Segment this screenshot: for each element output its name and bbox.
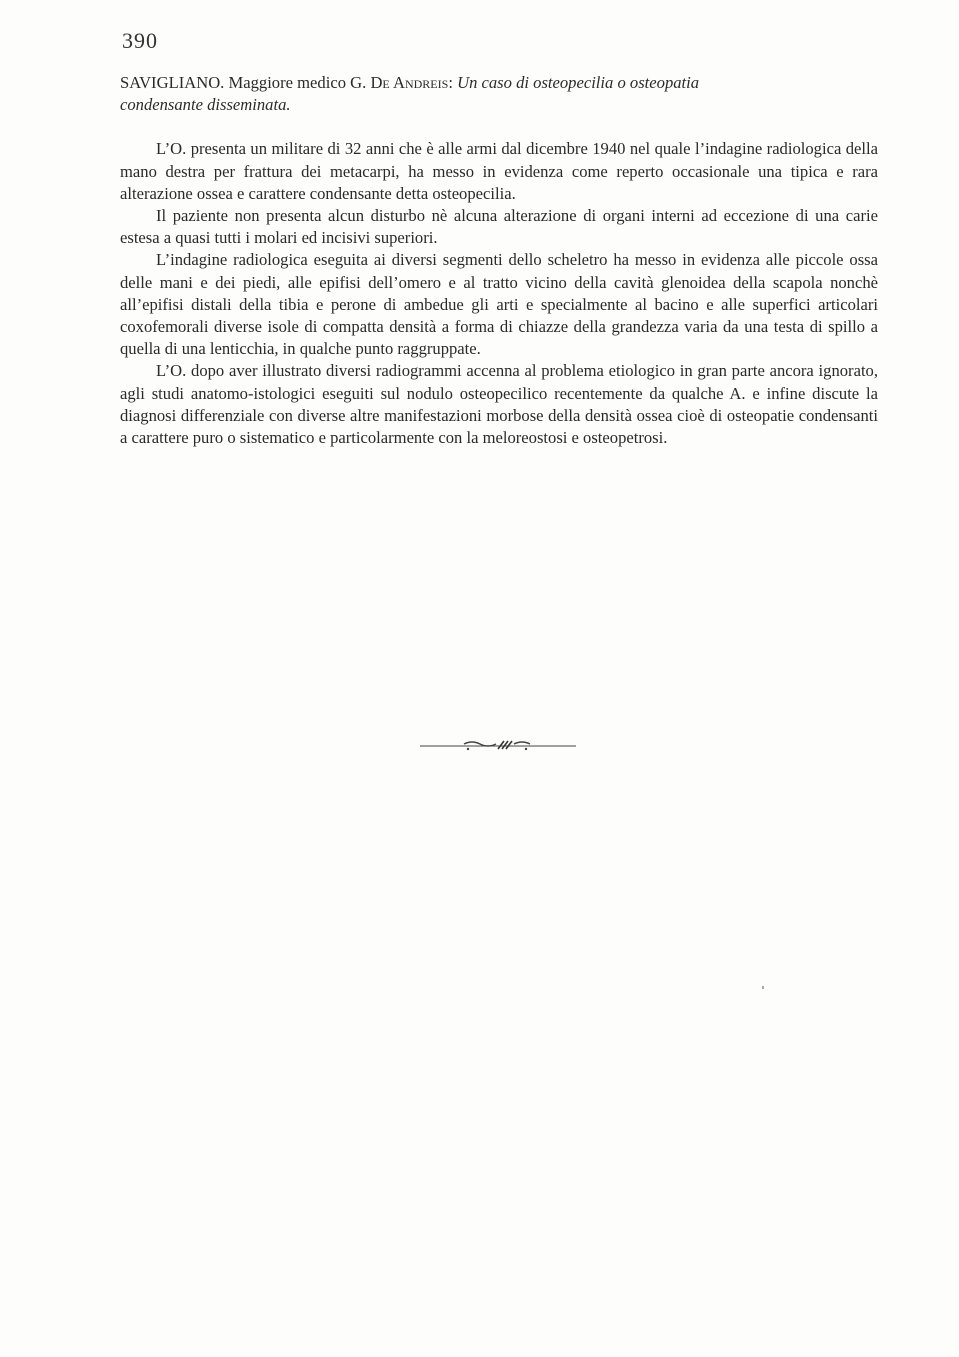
section-divider-ornament-icon bbox=[420, 736, 576, 756]
article-heading bbox=[120, 72, 878, 94]
paragraph-2: Il paziente non presenta alcun disturbo nè alcuna alterazione di organi interni ad eccezione di una carie estesa a quasi tutti i molari ed incisivi superiori. bbox=[120, 206, 878, 248]
paragraph-3: L’indagine radiologica eseguita ai diversi segmenti dello scheletro ha messo in evidenza alle piccole ossa delle mani e dei piedi, alle epifisi dell’omero e al tratto vicino della cavità glenoidea della scapola nonchè all’epifisi distali della tibia e perone di ambedue gli arti e specialmente al bacino e alle superfici articolari coxofemorali diverse isole di compatta densità a forma di chiazze della grandezza varia da una testa di spillo a quella di una lenticchia, in qualche punto raggruppate. bbox=[120, 250, 878, 359]
paragraph-1: L’O. presenta un militare di 32 anni che è alle armi dal dicembre 1940 nel quale l’indagine radiologica della mano destra per frattura dei metacarpi, ha messo in evidenza come reperto occasionale una tipica e rara alterazione ossea e carattere condensante detta osteopecilia. bbox=[120, 139, 878, 203]
paragraph-4: L’O. dopo aver illustrato diversi radiogrammi accenna al problema etiologico in gran parte ancora ignorato, agli studi anatomo-istologici eseguiti sul nodulo osteopecilico recentemente da qualche A. e infine discute la diagnosi differenziale con diverse altre manifestazioni morbose della densità ossea cioè di osteopatie condensanti a carattere puro o sistematico e particolarmente con la meloreostosi e osteopetrosi. bbox=[120, 361, 878, 448]
article-body bbox=[120, 72, 878, 449]
author-location: SAVIGLIANO. bbox=[120, 73, 225, 92]
page-number: 390 bbox=[122, 28, 158, 53]
author-surname: De Andreis bbox=[370, 73, 449, 92]
article-title-continued: condensante disseminata. bbox=[120, 95, 291, 115]
heading-colon: : bbox=[448, 73, 453, 92]
paper-speck bbox=[762, 986, 764, 989]
heading-spacer bbox=[120, 116, 878, 138]
author-rank: Maggiore medico G. bbox=[228, 73, 367, 92]
article-title: Un caso di osteopecilia o osteopatia bbox=[457, 73, 700, 92]
